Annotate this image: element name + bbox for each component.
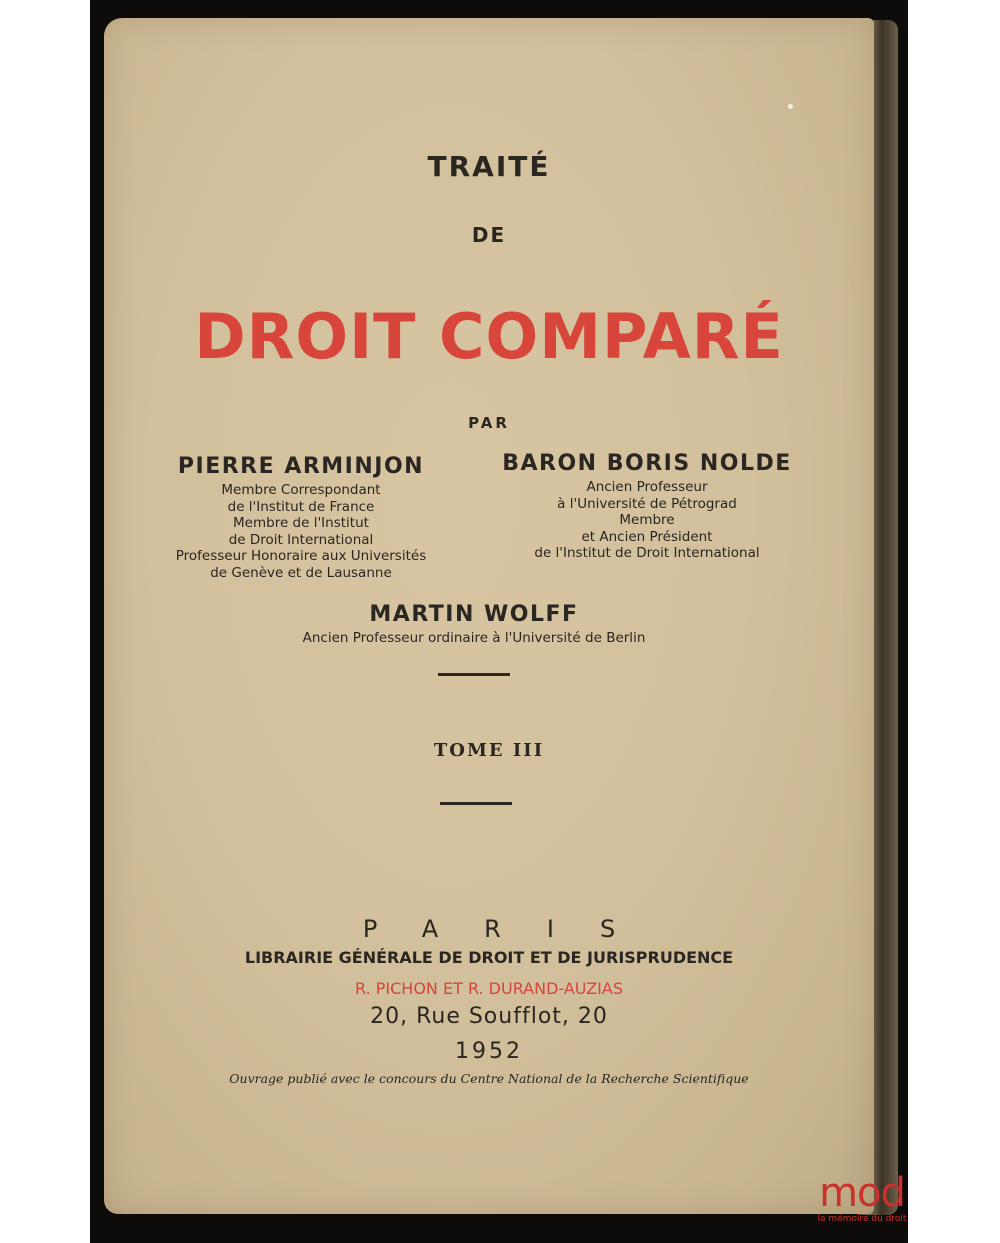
author-desc-line: Membre Correspondant <box>221 482 381 498</box>
paper-speck <box>788 104 793 109</box>
logo-mark: mod <box>819 1170 905 1216</box>
author-name-nolde: BARON BORIS NOLDE <box>502 451 792 476</box>
author-desc-line: à l'Université de Pétrograd <box>557 495 737 512</box>
publisher-address: 20, Rue Soufflot, 20 <box>370 1004 608 1029</box>
author-left <box>156 452 446 581</box>
title-line-traite: TRAITÉ <box>427 150 551 183</box>
author-center <box>254 600 694 647</box>
author-desc-line: Ancien Professeur ordinaire à l'Université de Berlin <box>302 630 646 646</box>
city-label: PARIS <box>362 915 662 943</box>
book-cover <box>104 18 874 1214</box>
divider-rule-bottom <box>440 802 512 805</box>
tome-label: TOME III <box>433 740 545 761</box>
publisher-name: LIBRAIRIE GÉNÉRALE DE DROIT ET DE JURISPRUDENCE <box>244 948 734 967</box>
author-right <box>490 449 804 562</box>
author-desc-line: de l'Institut de France <box>227 498 375 515</box>
par-label: PAR <box>468 414 510 432</box>
publisher-subtitle: R. PICHON ET R. DURAND-AUZIAS <box>355 979 623 998</box>
main-title: DROIT COMPARÉ <box>194 300 784 373</box>
author-desc-line: et Ancien Président <box>581 528 713 545</box>
author-desc-line: de Droit International <box>228 531 374 548</box>
author-desc-line: Membre <box>619 512 675 528</box>
title-line-de: DE <box>471 223 507 247</box>
author-desc-line: Professeur Honoraire aux Universités <box>175 548 427 564</box>
publication-year: 1952 <box>455 1039 523 1064</box>
author-desc-line: Ancien Professeur <box>586 479 708 495</box>
author-desc-line: Membre de l'Institut <box>233 515 369 531</box>
watermark-logo <box>812 1172 912 1224</box>
publication-note: Ouvrage publié avec le concours du Centre National de la Recherche Scientifique <box>229 1071 749 1086</box>
author-name-wolff: MARTIN WOLFF <box>369 602 579 627</box>
author-name-arminjon: PIERRE ARMINJON <box>177 454 425 479</box>
author-desc-line: de l'Institut de Droit International <box>534 545 760 561</box>
logo-caption: la mémoire du droit <box>817 1214 907 1224</box>
divider-rule-top <box>438 673 510 676</box>
author-desc-line: de Genève et de Lausanne <box>210 564 392 581</box>
